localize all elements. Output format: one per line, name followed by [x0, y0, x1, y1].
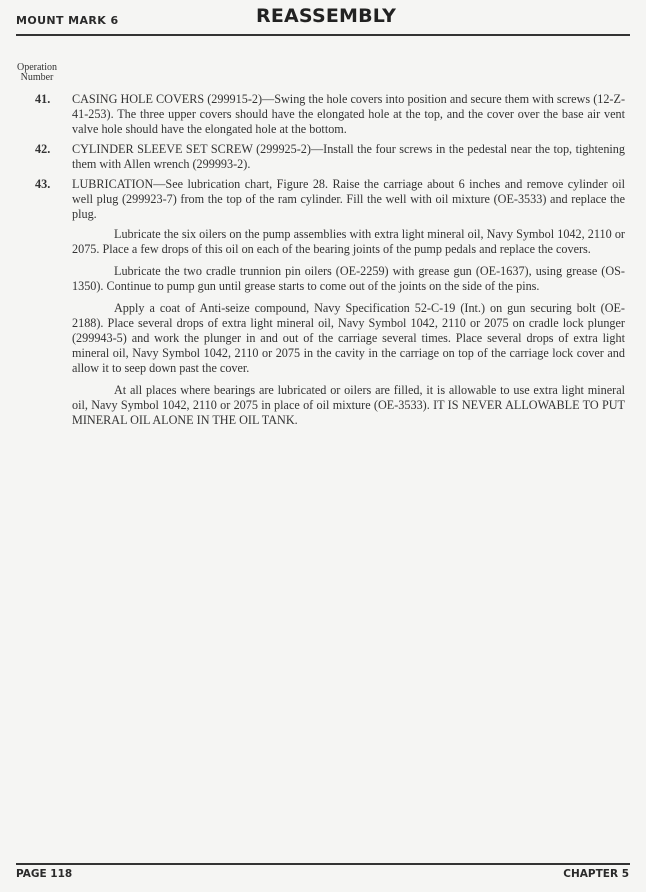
- lubrication-paragraph: Apply a coat of Anti-seize compound, Navy Specification 52-C-19 (Int.) on gun securing bolt (OE-2188). Place several drops of extra light mineral oil, Navy Symbol 1042, 2110 or 2075 on cradle lock plunger (299943-5) and work the plunger in and out of the carriage several times. Place several drops of extra light mineral oil, Navy Symbol 1042, 2110 or 2075 in the cavity in the carriage on top of the carriage lock cover and allow it to seep down past the cover.: [72, 301, 625, 375]
- operation-item-41: [30, 92, 625, 137]
- operation-label-line1: Operation: [17, 62, 57, 73]
- operation-text: CYLINDER SLEEVE SET SCREW (299925-2)—Install the four screws in the pedestal near the top, tightening them with Allen wrench (299993-2).: [72, 142, 625, 171]
- lubrication-paragraph: At all places where bearings are lubricated or oilers are filled, it is allowable to use extra light mineral oil, Navy Symbol 1042, 2110 or 2075 in place of oil mixture (OE-3533). IT IS NEVER ALLOWABLE TO PUT MINERAL OIL ALONE IN THE OIL TANK.: [72, 383, 625, 427]
- chapter-label: CHAPTER 5: [563, 868, 629, 880]
- operation-text: LUBRICATION—See lubrication chart, Figure 28. Raise the carriage about 6 inches and remove cylinder oil well plug (299923-7) from the top of the ram cylinder. Fill the well with oil mixture (OE-3533) and replace the plug.: [72, 177, 625, 221]
- operation-number: 43.: [35, 177, 51, 191]
- lubrication-paragraph: Lubricate the six oilers on the pump assemblies with extra light mineral oil, Navy Symbol 1042, 2110 or 2075. Place a few drops of this oil on each of the bearing joints of the pump pedals and replace the covers.: [72, 227, 625, 256]
- page-title: REASSEMBLY: [256, 5, 397, 27]
- operation-number-label: [17, 63, 57, 83]
- operation-text: CASING HOLE COVERS (299915-2)—Swing the hole covers into position and secure them with screws (12-Z-41-253). The three upper covers should have the elongated hole at the top, and the cover over the base air vent valve hole should have the elongated hole at the bottom.: [72, 92, 625, 136]
- footer-rule: [16, 863, 630, 865]
- operation-label-line2: Number: [20, 72, 54, 83]
- operation-number: 42.: [35, 142, 51, 156]
- header-rule: [16, 34, 630, 36]
- page-number: PAGE 118: [16, 868, 73, 880]
- document-body: [30, 92, 625, 435]
- lubrication-paragraph: Lubricate the two cradle trunnion pin oilers (OE-2259) with grease gun (OE-1637), using grease (OS-1350). Continue to pump gun until grease starts to come out of the joints on the side of the pins.: [72, 264, 625, 293]
- operation-item-43: [30, 177, 625, 222]
- operation-number: 41.: [35, 92, 51, 106]
- running-header: MOUNT MARK 6: [16, 14, 119, 27]
- operation-item-42: [30, 142, 625, 172]
